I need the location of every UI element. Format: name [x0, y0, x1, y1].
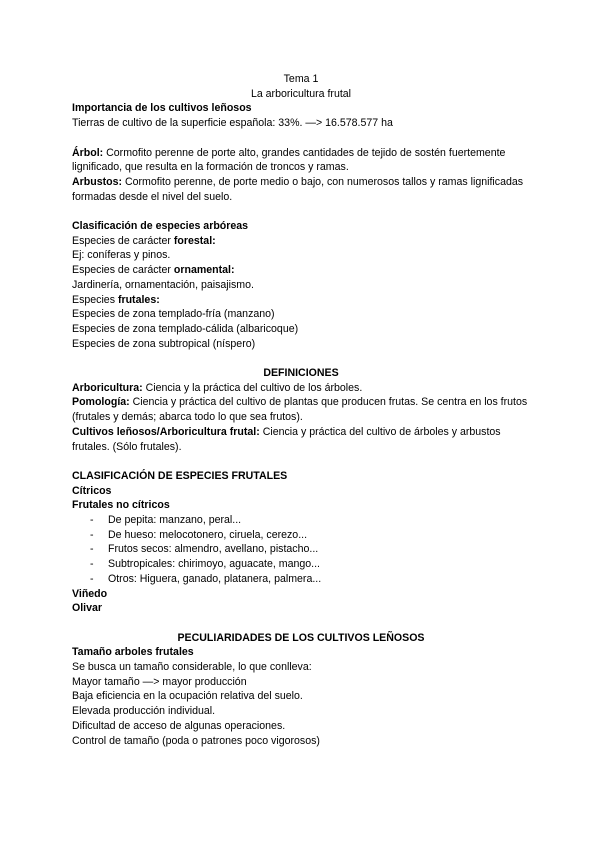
peculiaridades-line: Dificultad de acceso de algunas operaciones.: [72, 719, 286, 732]
peculiaridades-line: Elevada producción individual.: [72, 705, 216, 718]
forestal-line: [72, 234, 530, 249]
forestal-example: Ej: coníferas y pinos.: [72, 249, 171, 262]
arbol-term: Árbol:: [72, 146, 104, 159]
arbustos-definition: [72, 175, 530, 204]
frutales-line: [72, 293, 530, 308]
pomologia-term: Pomología:: [72, 396, 130, 409]
definiciones-heading: DEFINICIONES: [263, 367, 339, 380]
clasificacion-frutales-heading: CLASIFICACIÓN DE ESPECIES FRUTALES: [72, 469, 288, 482]
list-item: [72, 513, 530, 528]
arboricultura-term: Arboricultura:: [72, 381, 143, 394]
dash-bullet: -: [90, 543, 94, 556]
frutales-item: Especies de zona templado-cálida (albaricoque): [72, 322, 299, 335]
ornamental-line: [72, 263, 530, 278]
spacer: [72, 454, 530, 469]
forestal-prefix: Especies de carácter: [72, 234, 174, 247]
cultivos-term: Cultivos leñosos/Arboricultura frutal:: [72, 425, 260, 438]
peculiaridades-line: Control de tamaño (poda o patrones poco vigorosos): [72, 734, 320, 747]
list-item-text: Otros: Higuera, ganado, platanera, palmera...: [108, 572, 322, 585]
ornamental-prefix: Especies de carácter: [72, 264, 174, 277]
olivar-label: Olivar: [72, 602, 103, 615]
importancia-line: Tierras de cultivo de la superficie española: 33%. —> 16.578.577 ha: [72, 117, 393, 130]
frutales-bold: frutales:: [117, 293, 160, 306]
dash-bullet: -: [90, 572, 94, 585]
tamano-subheading: Tamaño arboles frutales: [72, 646, 194, 659]
arbol-definition: [72, 146, 530, 175]
spacer: [72, 131, 530, 146]
list-item-text: De pepita: manzano, peral...: [108, 514, 242, 527]
clasificacion-arboreas-heading: Clasificación de especies arbóreas: [72, 220, 249, 232]
pomologia-definition: [72, 395, 530, 424]
dash-bullet: -: [90, 528, 94, 541]
arboricultura-definition: [72, 381, 530, 396]
cultivos-definition: [72, 425, 530, 454]
frutales-item: Especies de zona templado-fría (manzano): [72, 308, 275, 321]
peculiaridades-line: Baja eficiencia en la ocupación relativa del suelo.: [72, 690, 303, 703]
frutales-item: Especies de zona subtropical (níspero): [72, 337, 256, 350]
document-page: [72, 72, 530, 748]
arbustos-text: Cormofito perenne, de porte medio o bajo, con numerosos tallos y ramas lignificadas formadas desde el nivel del suelo.: [72, 175, 524, 203]
spacer: [72, 204, 530, 219]
importancia-heading: Importancia de los cultivos leñosos: [72, 102, 252, 115]
cultivos-text: Ciencia y práctica del cultivo de árboles y arbustos frutales. (Sólo frutales).: [72, 425, 501, 453]
peculiaridades-line: Se busca un tamaño considerable, lo que conlleva:: [72, 661, 312, 674]
list-item: [72, 528, 530, 543]
list-item: [72, 572, 530, 587]
list-item: [72, 557, 530, 572]
arboricultura-text: Ciencia y la práctica del cultivo de los árboles.: [142, 381, 363, 394]
spacer: [72, 351, 530, 366]
spacer: [72, 616, 530, 631]
pomologia-text: Ciencia y práctica del cultivo de plantas que producen frutas. Se centra en los frutos (frutales y demás; abarca todo lo que sea frutos).: [72, 396, 528, 424]
peculiaridades-line: Mayor tamaño —> mayor producción: [72, 675, 247, 688]
dash-bullet: -: [90, 558, 94, 571]
ornamental-example: Jardinería, ornamentación, paisajismo.: [72, 278, 254, 291]
list-item-text: Frutos secos: almendro, avellano, pistacho...: [108, 543, 319, 556]
vinedo-label: Viñedo: [72, 587, 108, 600]
arbustos-term: Arbustos:: [72, 175, 123, 188]
document-title: Tema 1: [283, 73, 319, 85]
list-item-text: De hueso: melocotonero, ciruela, cerezo...: [108, 528, 308, 541]
list-item: [72, 542, 530, 557]
citricos-label: Cítricos: [72, 484, 112, 497]
ornamental-bold: ornamental:: [173, 264, 235, 277]
frutales-prefix: Especies: [72, 293, 118, 306]
list-item-text: Subtropicales: chirimoyo, aguacate, mango...: [108, 558, 320, 571]
dash-bullet: -: [90, 514, 94, 527]
document-subtitle: La arboricultura frutal: [250, 87, 352, 100]
arbol-text: Cormofito perenne de porte alto, grandes cantidades de tejido de sostén fuertemente lignificado, que resulta en la formación de troncos y ramas.: [72, 146, 506, 174]
forestal-bold: forestal:: [173, 234, 216, 247]
peculiaridades-heading: PECULIARIDADES DE LOS CULTIVOS LEÑOSOS: [177, 631, 425, 644]
frutales-list: [72, 513, 530, 587]
no-citricos-label: Frutales no cítricos: [72, 499, 170, 512]
